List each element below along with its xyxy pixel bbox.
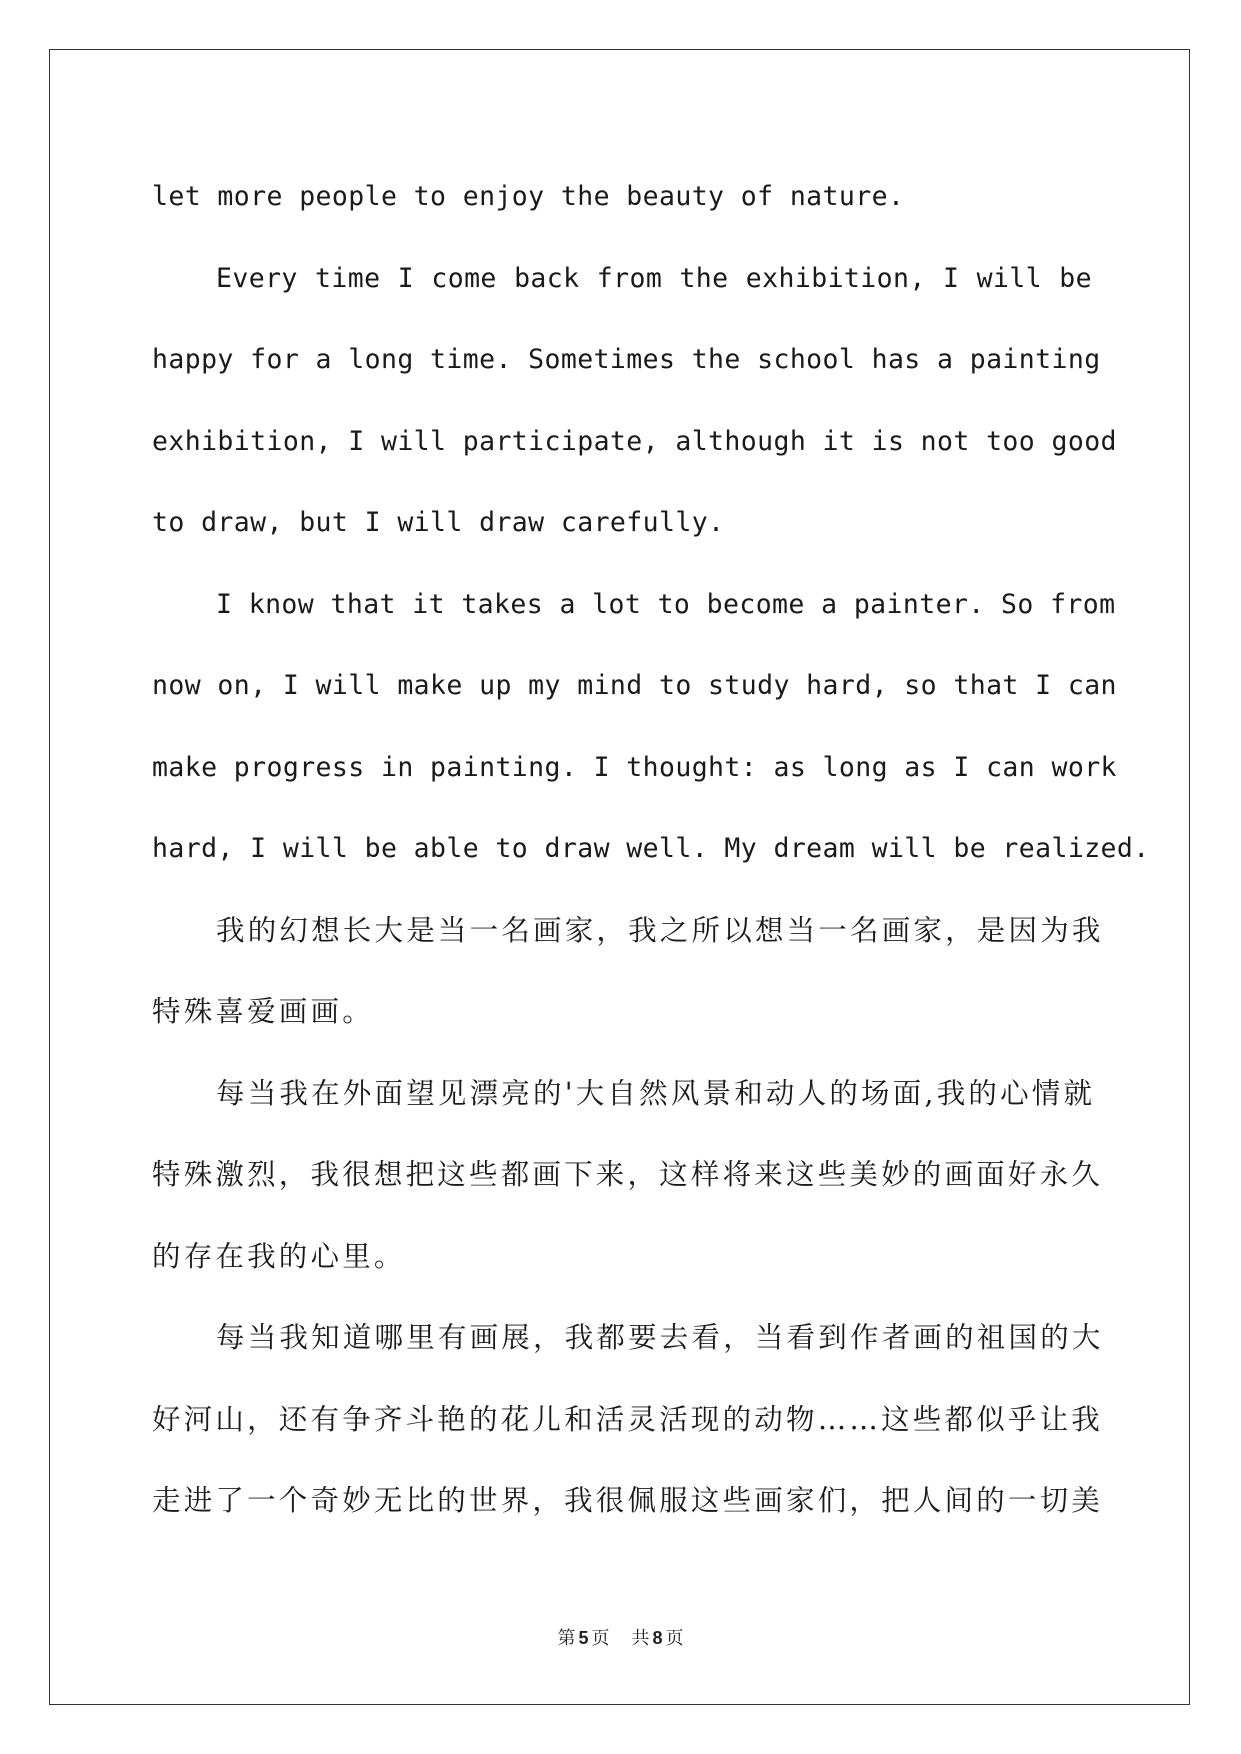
document-body	[152, 156, 1150, 1542]
footer-page-prefix: 第	[557, 1628, 576, 1649]
footer-page-suffix: 页	[591, 1628, 610, 1649]
text-line: 特殊喜爱画画。	[152, 995, 374, 1028]
footer-total-suffix: 页	[665, 1628, 684, 1649]
text-line: to draw, but I will draw carefully.	[152, 507, 725, 538]
text-line: Every time I come back from the exhibition, I will be	[216, 262, 1092, 294]
text-line: 的存在我的心里。	[152, 1239, 406, 1273]
text-line: happy for a long time. Sometimes the school has a painting	[152, 344, 1101, 375]
text-line: 走进了一个奇妙无比的世界，我很佩服这些画家们，把人间的一切美	[152, 1484, 1104, 1517]
text-line: hard, I will be able to draw well. My dream will be realized.	[152, 833, 1150, 864]
text-line: 好河山，还有争齐斗艳的花儿和活灵活现的动物……这些都似乎让我	[152, 1402, 1104, 1436]
page-footer	[0, 1624, 1241, 1650]
text-line: let more people to enjoy the beauty of nature.	[152, 181, 905, 212]
text-line: now on, I will make up my mind to study hard, so that I can	[152, 670, 1117, 701]
footer-total-pages: 8	[652, 1628, 663, 1648]
text-line: 我的幻想长大是当一名画家，我之所以想当一名画家，是因为我	[216, 913, 1104, 947]
footer-page-number: 5	[578, 1628, 589, 1648]
text-line: 每当我知道哪里有画展，我都要去看，当看到作者画的祖国的大	[216, 1321, 1104, 1354]
text-line: make progress in painting. I thought: as long as I can work	[152, 751, 1117, 783]
text-line: 特殊激烈，我很想把这些都画下来，这样将来这些美妙的画面好永久	[152, 1158, 1104, 1191]
footer-total-prefix: 共	[631, 1628, 650, 1649]
text-line: 每当我在外面望见漂亮的'大自然风景和动人的场面,我的心情就	[216, 1076, 1096, 1110]
text-line: I know that it takes a lot to become a painter. So from	[216, 588, 1116, 620]
text-line: exhibition, I will participate, although it is not too good	[152, 425, 1117, 457]
